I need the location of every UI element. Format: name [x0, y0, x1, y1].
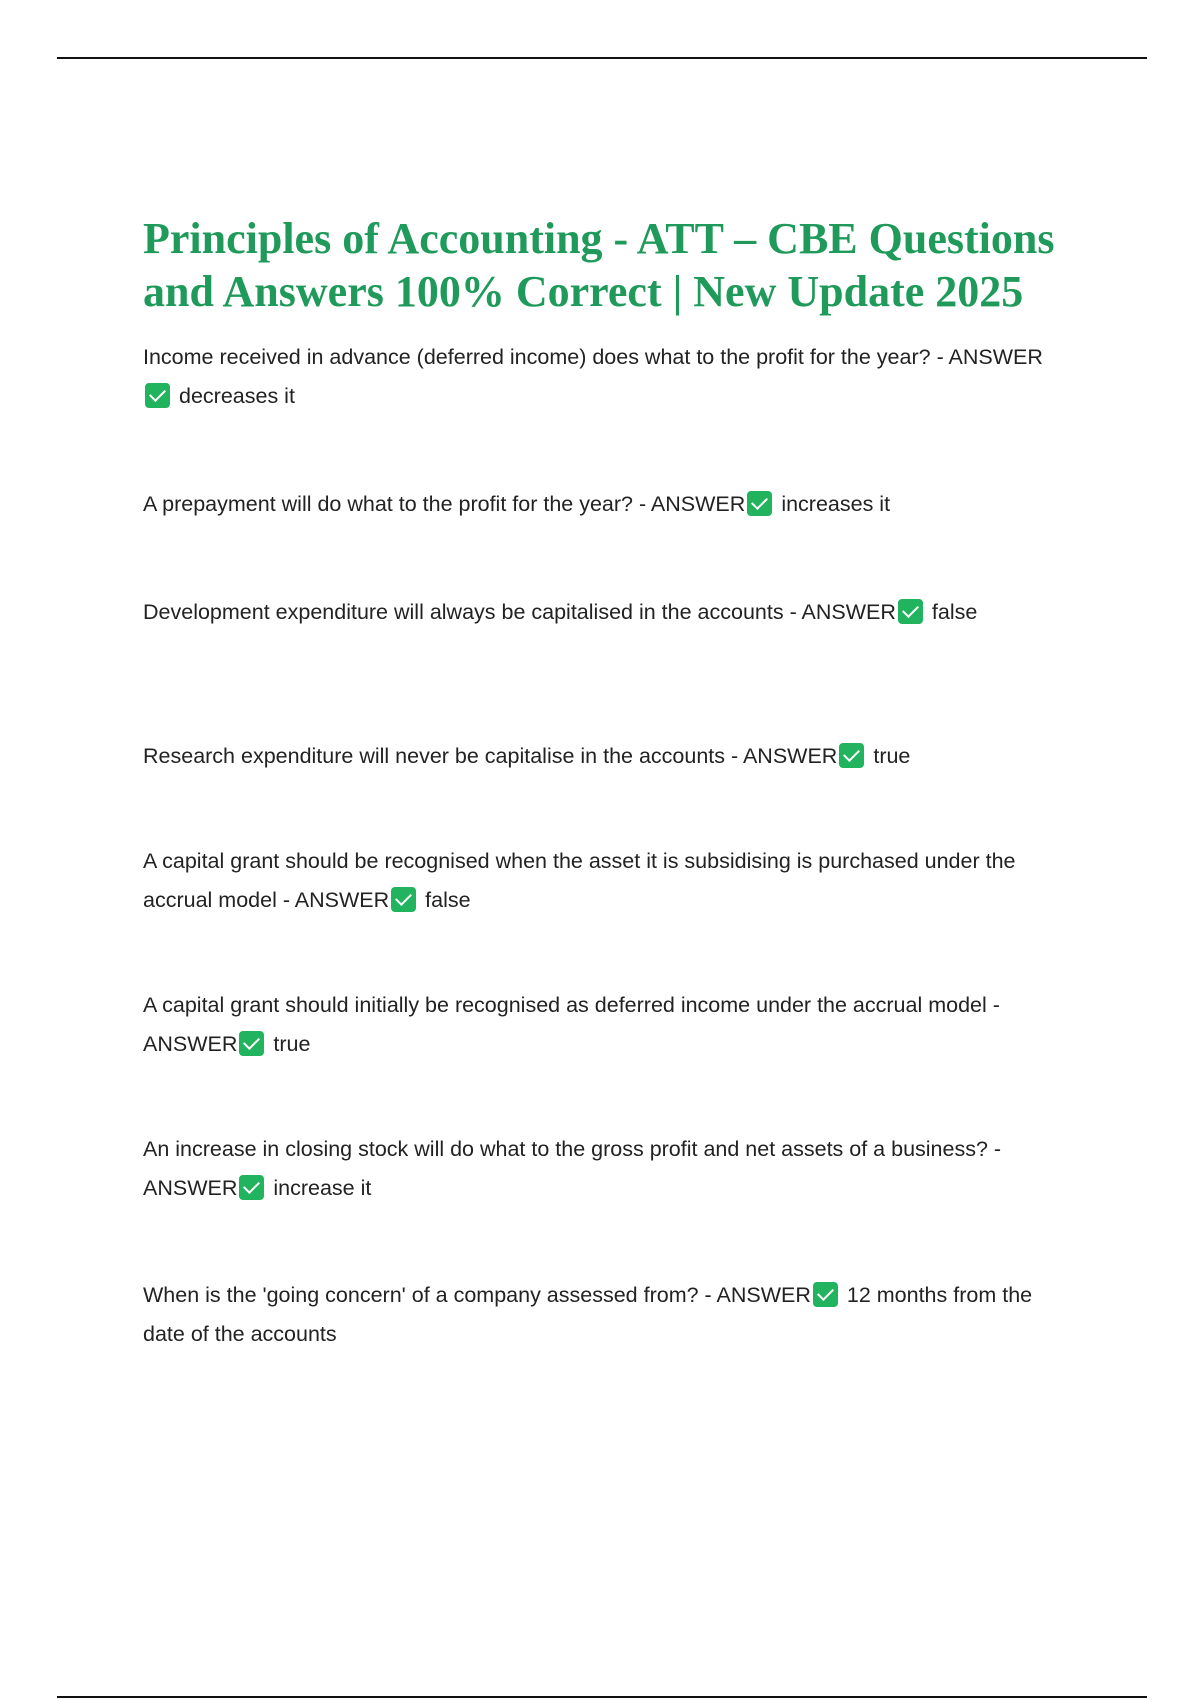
checkmark-icon	[239, 1175, 264, 1200]
bottom-rule	[57, 1696, 1147, 1698]
qa-item	[143, 1276, 1073, 1354]
qa-item	[143, 842, 1073, 920]
qa-item	[143, 1130, 1073, 1208]
checkmark-icon	[145, 383, 170, 408]
question-text: Development expenditure will always be capitalised in the accounts	[143, 600, 784, 624]
document-title: Principles of Accounting - ATT – CBE Questions and Answers 100% Correct | New Update 2025	[143, 214, 1055, 316]
question-text: Research expenditure will never be capitalise in the accounts	[143, 744, 726, 768]
answer-text: 12 months from the date of the accounts	[143, 1283, 1033, 1346]
answer-label: - ANSWER	[789, 600, 896, 624]
answer-text: increase it	[273, 1176, 372, 1200]
question-text: Income received in advance (deferred income) does what to the profit for the year?	[143, 345, 931, 369]
answer-label: - ANSWER	[704, 1283, 811, 1307]
answer-label: - ANSWER	[143, 1137, 1002, 1200]
qa-item	[143, 593, 1073, 632]
answer-text: false	[931, 600, 978, 624]
answer-text: true	[873, 744, 911, 768]
checkmark-icon	[813, 1282, 838, 1307]
question-text: When is the 'going concern' of a company assessed from?	[143, 1283, 699, 1307]
answer-label: - ANSWER	[638, 492, 746, 516]
checkmark-icon	[391, 887, 416, 912]
answer-text: true	[273, 1032, 311, 1056]
question-text: A capital grant should initially be recognised as deferred income under the accrual model	[143, 993, 987, 1017]
top-rule	[57, 57, 1147, 59]
checkmark-icon	[839, 743, 864, 768]
qa-item	[143, 737, 1073, 776]
checkmark-icon	[747, 491, 772, 516]
answer-label: - ANSWER	[282, 888, 390, 912]
qa-item	[143, 485, 1073, 524]
question-text: A prepayment will do what to the profit for the year?	[143, 492, 633, 516]
checkmark-icon	[898, 599, 923, 624]
checkmark-icon	[239, 1031, 264, 1056]
answer-label: - ANSWER	[731, 744, 838, 768]
question-text: A capital grant should be recognised when the asset it is subsidising is purchased under the accrual model	[143, 849, 1016, 912]
qa-item	[143, 338, 1073, 416]
answer-text: increases it	[781, 492, 891, 516]
answer-label: - ANSWER	[143, 993, 1000, 1056]
question-text: An increase in closing stock will do what to the gross profit and net assets of a business?	[143, 1137, 988, 1161]
qa-item	[143, 986, 1073, 1064]
answer-text: false	[425, 888, 471, 912]
answer-text: decreases it	[179, 384, 295, 408]
answer-label: - ANSWER	[936, 345, 1043, 369]
